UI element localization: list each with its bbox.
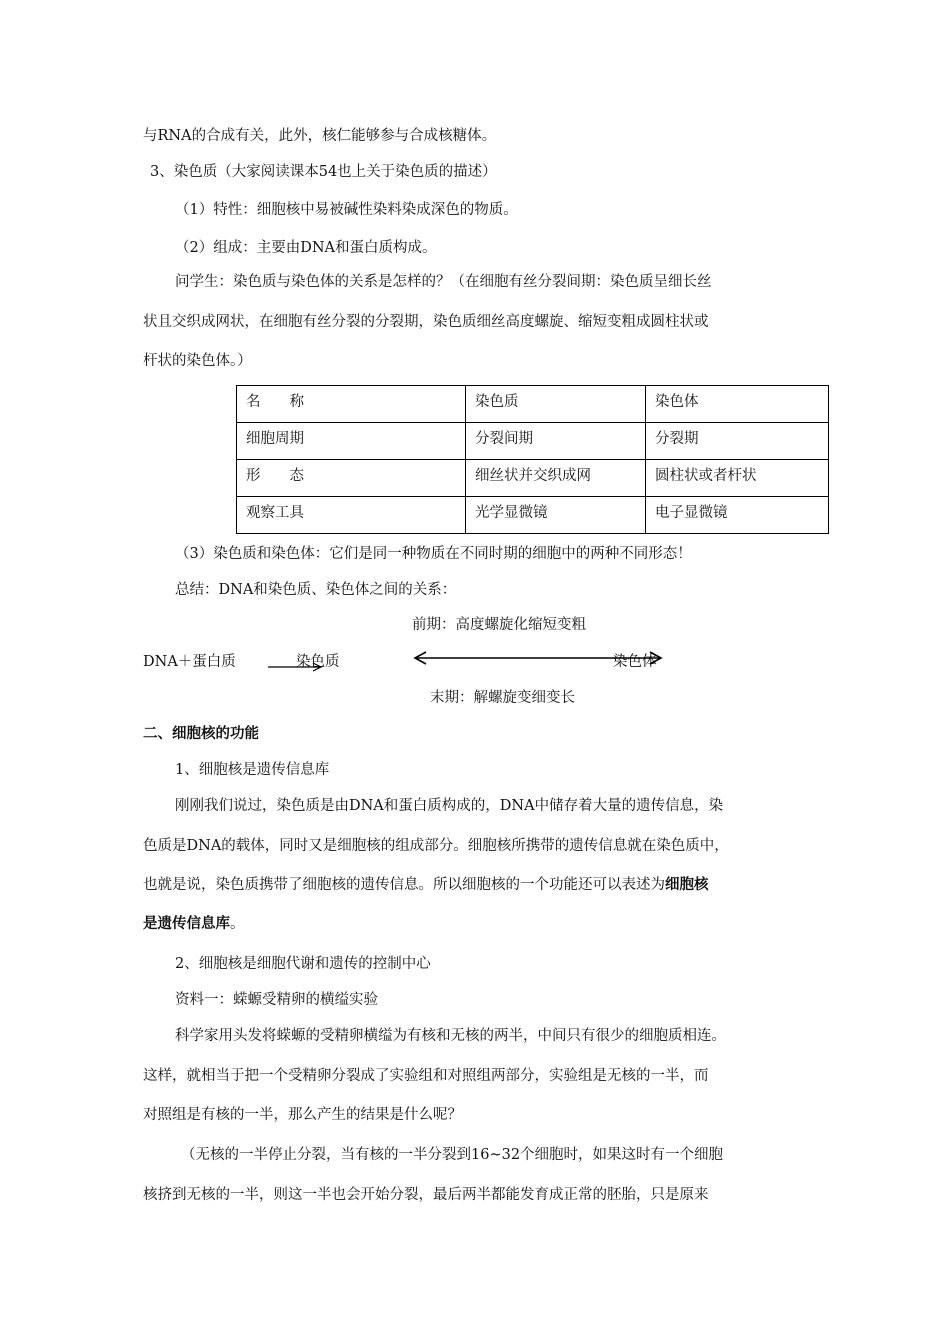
bold-text: 细胞核 [665,876,709,893]
table-cell: 名 称 [237,386,466,423]
table-cell: 形 态 [237,460,466,497]
section-heading: 二、细胞核的功能 [143,725,259,742]
table-cell: 分裂间期 [466,423,646,460]
text-line: 状且交织成网状，在细胞有丝分裂的分裂期，染色质细丝高度螺旋、缩短变粗成圆柱状或 [143,314,709,330]
text-line: 科学家用头发将蝾螈的受精卵横缢为有核和无核的两半，中间只有很少的细胞质相连。 [175,1028,726,1044]
diagram-middle-label: 染色质 [296,654,340,670]
text-line: （无核的一半停止分裂，当有核的一半分裂到16~32个细胞时，如果这时有一个细胞 [181,1147,724,1163]
text-line: 与RNA的合成有关，此外，核仁能够参与合成核糖体。 [143,128,497,144]
table-cell: 细胞周期 [237,423,466,460]
bold-text: 是遗传信息库 [143,915,230,932]
diagram-top-label: 前期：高度螺旋化缩短变粗 [412,617,586,633]
table-cell: 光学显微镜 [466,497,646,534]
table-row [237,497,829,534]
text-line [143,914,245,934]
comparison-table [236,385,829,534]
table-cell: 观察工具 [237,497,466,534]
subheading: 2、细胞核是细胞代谢和遗传的控制中心 [175,956,431,972]
text-line: （3）染色质和染色体：它们是同一种物质在不同时期的细胞中的两种不同形态！ [175,546,692,562]
table-cell: 染色体 [646,386,829,423]
table-row [237,460,829,497]
table-cell: 染色质 [466,386,646,423]
text-line: 刚刚我们说过，染色质是由DNA和蛋白质构成的，DNA中储存着大量的遗传信息，染 [175,798,724,814]
text-line [143,875,709,895]
text-line: （1）特性：细胞核中易被碱性染料染成深色的物质。 [175,202,518,218]
text-line: 对照组是有核的一半，那么产生的结果是什么呢？ [143,1107,462,1123]
table-row [237,386,829,423]
table-cell: 细丝状并交织成网 [466,460,646,497]
text-line: 核挤到无核的一半，则这一半也会开始分裂，最后两半都能发育成正常的胚胎，只是原来 [143,1187,709,1203]
text-span: 。 [230,916,245,932]
table-cell: 圆柱状或者杆状 [646,460,829,497]
diagram-bottom-label: 末期：解螺旋变细变长 [430,690,575,706]
table-cell: 分裂期 [646,423,829,460]
text-line: 资料一：蝾螈受精卵的横缢实验 [175,992,378,1008]
diagram-right-label: 染色体 [613,654,657,670]
text-line: 总结：DNA和染色质、染色体之间的关系： [175,582,457,598]
subheading-chromatin: 3、染色质（大家阅读课本54也上关于染色质的描述） [150,164,497,180]
text-line: 色质是DNA的载体，同时又是细胞核的组成部分。细胞核所携带的遗传信息就在染色质中， [143,838,729,854]
text-line: 这样，就相当于把一个受精卵分裂成了实验组和对照组两部分，实验组是无核的一半，而 [143,1068,709,1084]
subheading: 1、细胞核是遗传信息库 [175,762,330,778]
table-cell: 电子显微镜 [646,497,829,534]
diagram-left-label: DNA＋蛋白质 [143,654,236,670]
text-line: 杆状的染色体。） [143,353,252,369]
text-span: 也就是说，染色质携带了细胞核的遗传信息。所以细胞核的一个功能还可以表述为 [143,877,665,893]
table-row [237,423,829,460]
text-line: 问学生：染色质与染色体的关系是怎样的？（在细胞有丝分裂间期：染色质呈细长丝 [175,274,712,290]
text-line: （2）组成：主要由DNA和蛋白质构成。 [175,240,437,256]
